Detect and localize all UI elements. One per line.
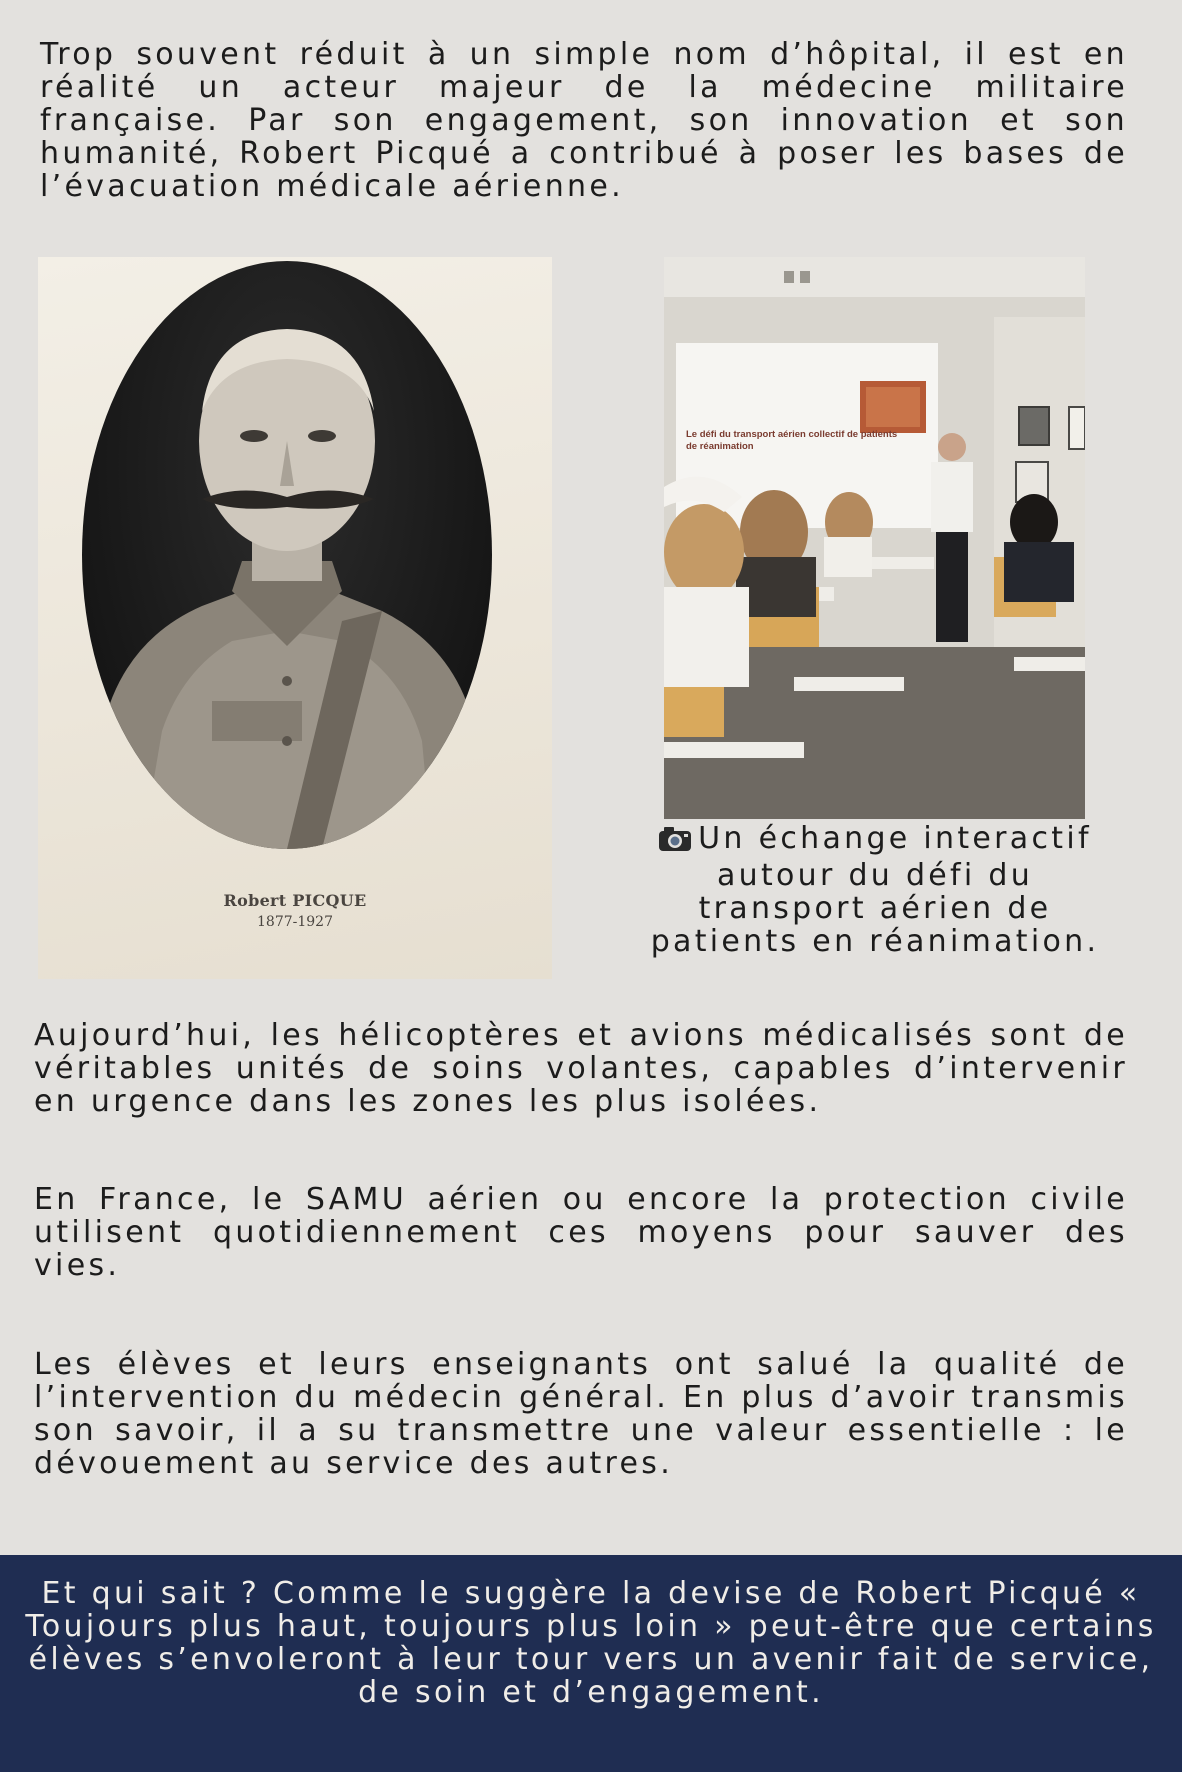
photo-caption bbox=[630, 822, 1120, 958]
portrait-oval-frame bbox=[82, 261, 492, 849]
footer-banner bbox=[0, 1555, 1182, 1772]
classroom-scene bbox=[664, 257, 1085, 819]
paragraph-students: Les élèves et leurs enseignants ont salué la qualité de l’intervention du médecin général. En plus d’avoir transmis son savoir, il a su transmettre une valeur essentielle : le dévouement au service des autres. bbox=[34, 1347, 1128, 1481]
paragraph-france: En France, le SAMU aérien ou encore la protection civile utilisent quotidiennement ces moyens pour sauver des vies. bbox=[34, 1182, 1128, 1283]
camera-icon bbox=[658, 826, 692, 859]
classroom-photo bbox=[664, 257, 1085, 819]
portrait-caption-name: Robert PICQUE bbox=[223, 891, 367, 910]
slide-title: Le défi du transport aérien collectif de patients de réanimation bbox=[686, 429, 898, 452]
portrait-figure bbox=[82, 261, 492, 849]
portrait-caption-years: 1877-1927 bbox=[257, 914, 333, 930]
paragraph-today: Aujourd’hui, les hélicoptères et avions médicalisés sont de véritables unités de soins volantes, capables d’intervenir en urgence dans les zones les plus isolées. bbox=[34, 1018, 1128, 1119]
footer-text: Et qui sait ? Comme le suggère la devise de Robert Picqué « Toujours plus haut, toujours plus loin » peut-être que certains élèves s’envoleront à leur tour vers un avenir fait de service, de soin et d’engagement. bbox=[25, 1576, 1157, 1710]
robert-picque-portrait bbox=[38, 257, 552, 979]
photo-caption-text: Un échange interactif autour du défi du transport aérien de patients en réanimation. bbox=[650, 821, 1100, 959]
intro-paragraph: Trop souvent réduit à un simple nom d’hôpital, il est en réalité un acteur majeur de la médecine militaire française. Par son engagement, son innovation et son humanité, Robert Picqué a contribué à poser les bases de l’évacuation médicale aérienne. bbox=[40, 37, 1128, 204]
